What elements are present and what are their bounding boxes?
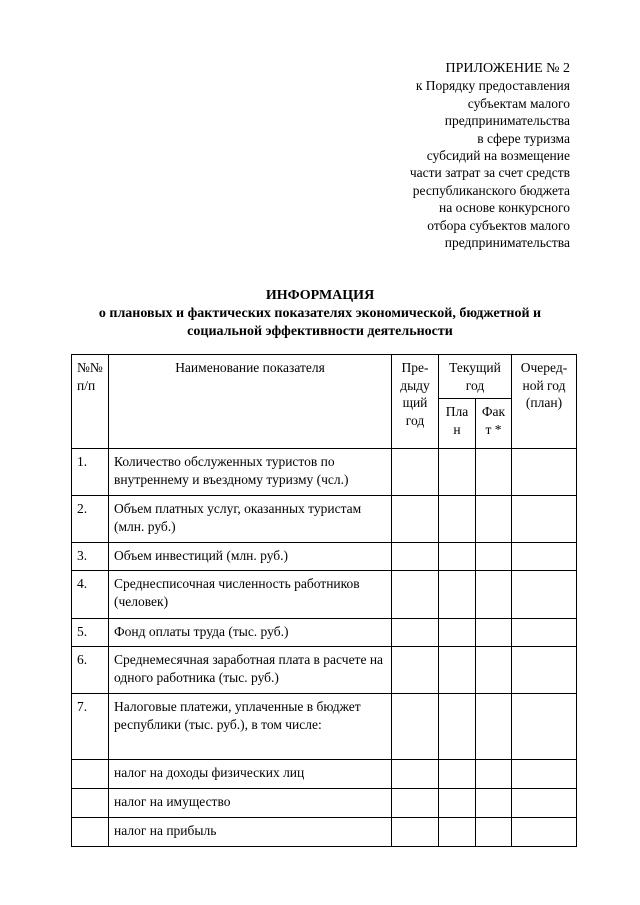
table-cell: [476, 543, 512, 571]
row-name: Объем инвестиций (млн. руб.): [109, 543, 392, 571]
table-cell: [512, 694, 577, 760]
table-cell: [512, 647, 577, 694]
table-cell: [476, 496, 512, 543]
row-number: 6.: [72, 647, 109, 694]
table-cell: [476, 647, 512, 694]
header-num: №№ п/п: [72, 355, 109, 449]
table-row: [72, 449, 577, 496]
table-cell: [439, 647, 476, 694]
appendix-line: на основе конкурсного: [439, 200, 570, 216]
header-plan: Пла н: [439, 399, 476, 449]
table-cell: [512, 496, 577, 543]
row-name: Налоговые платежи, уплаченные в бюджет республики (тыс. руб.), в том числе:: [109, 694, 392, 760]
header-prev-year: Пре- дыду щий год: [392, 355, 439, 449]
table-cell: [392, 694, 439, 760]
heading-title: ИНФОРМАЦИЯ: [265, 288, 375, 303]
table-row: [72, 760, 577, 789]
appendix-line: предпринимательства: [444, 235, 570, 251]
document-heading: [60, 287, 580, 341]
table-row: [72, 818, 577, 847]
table-row: [72, 619, 577, 647]
table-cell: [392, 619, 439, 647]
table-cell: [439, 571, 476, 619]
row-number: 1.: [72, 449, 109, 496]
indicators-table: [71, 354, 577, 847]
appendix-title: ПРИЛОЖЕНИЕ № 2: [445, 61, 570, 76]
header-next-year: Очеред- ной год (план): [512, 355, 577, 449]
table-cell: [439, 496, 476, 543]
table-cell: [392, 571, 439, 619]
header-current-year: Текущий год: [439, 355, 512, 399]
appendix-line: в сфере туризма: [477, 130, 570, 146]
table-cell: [439, 789, 476, 818]
table-row: [72, 571, 577, 619]
appendix-block: [240, 60, 570, 251]
row-name: Количество обслуженных туристов по внутреннему и въездному туризму (чсл.): [109, 449, 392, 496]
appendix-line: республиканского бюджета: [412, 182, 570, 198]
table-cell: [392, 760, 439, 789]
row-name: налог на имущество: [109, 789, 392, 818]
table-row: [72, 694, 577, 760]
table-cell: [512, 571, 577, 619]
appendix-line: к Порядку предоставления: [415, 78, 570, 94]
table-cell: [392, 647, 439, 694]
table-cell: [392, 496, 439, 543]
header-fact: Фак т *: [476, 399, 512, 449]
row-number: [72, 760, 109, 789]
table-cell: [512, 619, 577, 647]
appendix-line: предпринимательства: [444, 113, 570, 129]
table-cell: [392, 449, 439, 496]
table-cell: [392, 789, 439, 818]
row-name: Среднемесячная заработная плата в расчете на одного работника (тыс. руб.): [109, 647, 392, 694]
table-cell: [392, 818, 439, 847]
row-number: 2.: [72, 496, 109, 543]
table-cell: [439, 619, 476, 647]
row-number: [72, 818, 109, 847]
row-name: Объем платных услуг, оказанных туристам (млн. руб.): [109, 496, 392, 543]
row-number: 3.: [72, 543, 109, 571]
table-cell: [512, 449, 577, 496]
table-header-row: [72, 355, 577, 399]
table-cell: [439, 449, 476, 496]
appendix-line: отбора субъектов малого: [427, 217, 570, 233]
row-name: Среднесписочная численность работников (человек): [109, 571, 392, 619]
table-cell: [439, 818, 476, 847]
table-cell: [439, 760, 476, 789]
table-cell: [476, 571, 512, 619]
table-row: [72, 496, 577, 543]
row-number: [72, 789, 109, 818]
table-cell: [512, 789, 577, 818]
table-cell: [439, 543, 476, 571]
table-row: [72, 789, 577, 818]
table-cell: [476, 789, 512, 818]
table-cell: [476, 818, 512, 847]
table-cell: [512, 760, 577, 789]
heading-line: о плановых и фактических показателях экономической, бюджетной и: [98, 306, 542, 321]
row-name: налог на прибыль: [109, 818, 392, 847]
table-cell: [476, 694, 512, 760]
table-row: [72, 647, 577, 694]
table-row: [72, 543, 577, 571]
table-cell: [476, 449, 512, 496]
appendix-line: части затрат за счет средств: [409, 165, 570, 181]
table-cell: [439, 694, 476, 760]
row-number: 5.: [72, 619, 109, 647]
row-number: 4.: [72, 571, 109, 619]
row-number: 7.: [72, 694, 109, 760]
table-cell: [512, 818, 577, 847]
row-name: Фонд оплаты труда (тыс. руб.): [109, 619, 392, 647]
heading-line: социальной эффективности деятельности: [187, 324, 453, 339]
table-cell: [476, 760, 512, 789]
table-cell: [476, 619, 512, 647]
appendix-line: субсидий на возмещение: [426, 148, 570, 164]
row-name: налог на доходы физических лиц: [109, 760, 392, 789]
table-cell: [512, 543, 577, 571]
table-cell: [392, 543, 439, 571]
header-name: Наименование показателя: [109, 355, 392, 449]
appendix-line: субъектам малого: [467, 95, 570, 111]
